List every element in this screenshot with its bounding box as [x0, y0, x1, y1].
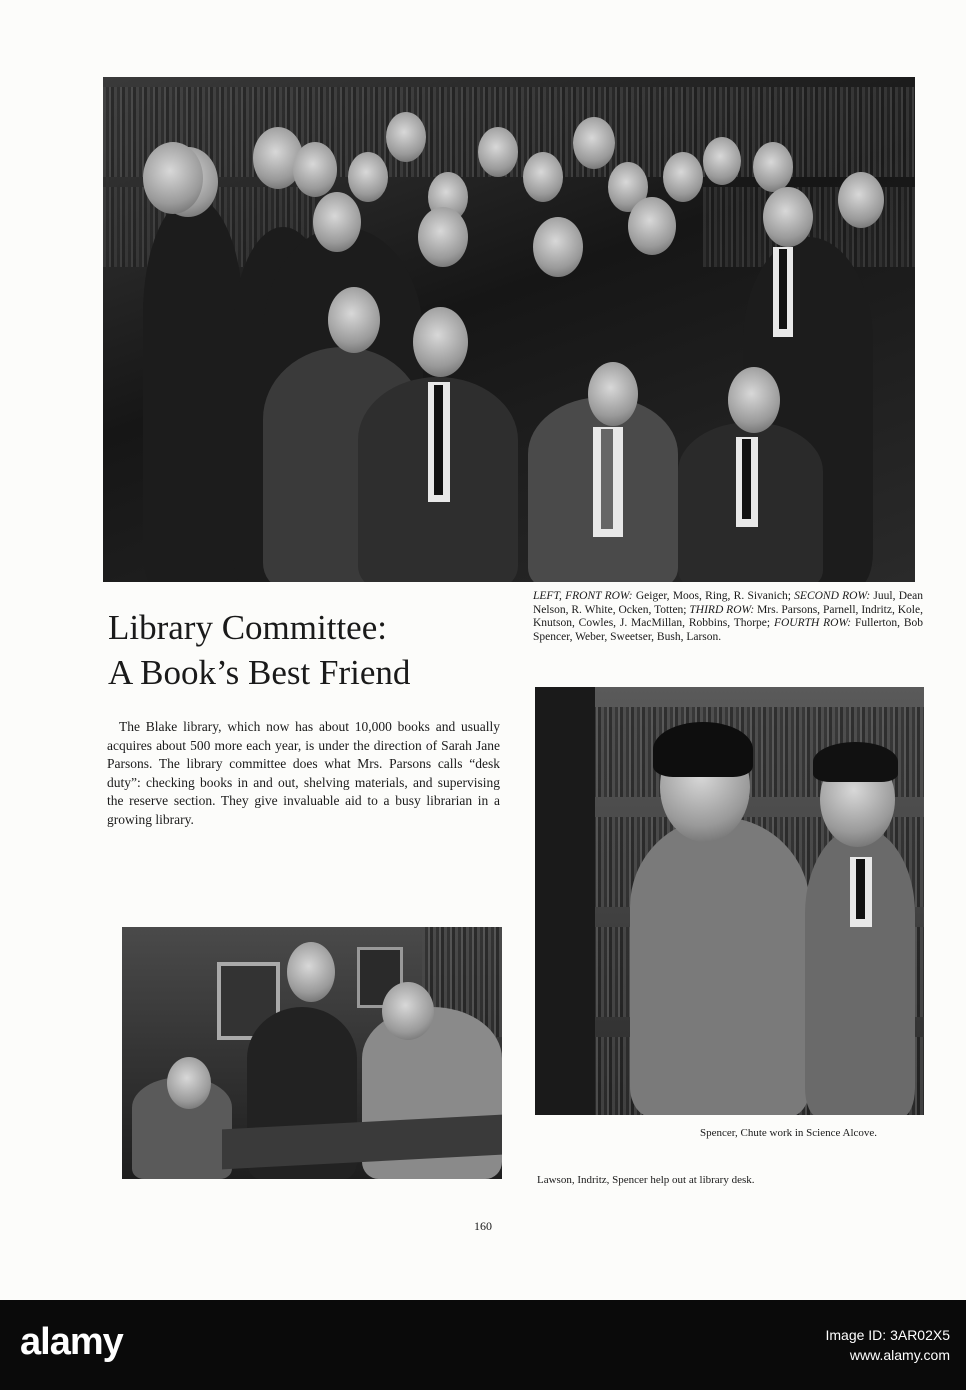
stock-site-url: www.alamy.com — [849, 1347, 950, 1363]
science-alcove-caption: Spencer, Chute work in Science Alcove. — [700, 1127, 878, 1139]
caption-row2-label: SECOND ROW: — [794, 590, 871, 602]
page-number: 160 — [474, 1219, 492, 1233]
caption-row1-names: Geiger, Moos, Ring, R. Sivanich; — [632, 590, 795, 602]
library-desk-caption: Lawson, Indritz, Spencer help out at library desk. — [537, 1174, 755, 1186]
group-photo-caption — [533, 590, 923, 644]
stock-watermark-bar — [0, 1300, 966, 1390]
caption-row3-label: THIRD ROW: — [689, 603, 755, 616]
title-line-2: A Book’s Best Friend — [108, 653, 411, 692]
alamy-logo: alamy — [20, 1321, 123, 1363]
library-desk-photo — [122, 927, 502, 1179]
science-alcove-photo — [535, 687, 924, 1115]
group-photo — [103, 77, 915, 582]
article-title — [108, 605, 508, 695]
caption-row4-label: FOURTH ROW: — [773, 617, 852, 629]
caption-row3-names: Mrs. Parsons, Parnell, Indritz, Kole, Knutson, Cowles, J. MacMillan, Robbins, Thorpe; — [533, 603, 923, 629]
stock-image-id: Image ID: 3AR02X5 — [825, 1327, 950, 1343]
caption-row4-names: Fullerton, Bob Spencer, Weber, Sweetser, Bush, Larson. — [533, 617, 923, 643]
article-body: The Blake library, which now has about 10,000 books and usually acquires about 500 more each year, is under the direction of Sarah Jane Parsons. The library committee does what Mrs. Parsons calls “desk duty”: checking books in and out, shelving materials, and supervising the reserve section. They give invaluable aid to a busy librarian in a growing library. — [107, 719, 500, 827]
title-line-1: Library Committee: — [108, 608, 387, 647]
caption-row2-names: Juul, Dean Nelson, R. White, Ocken, Totten; — [533, 590, 923, 616]
stock-image-info — [560, 1325, 950, 1365]
caption-row1-label: LEFT, FRONT ROW: — [533, 590, 633, 602]
